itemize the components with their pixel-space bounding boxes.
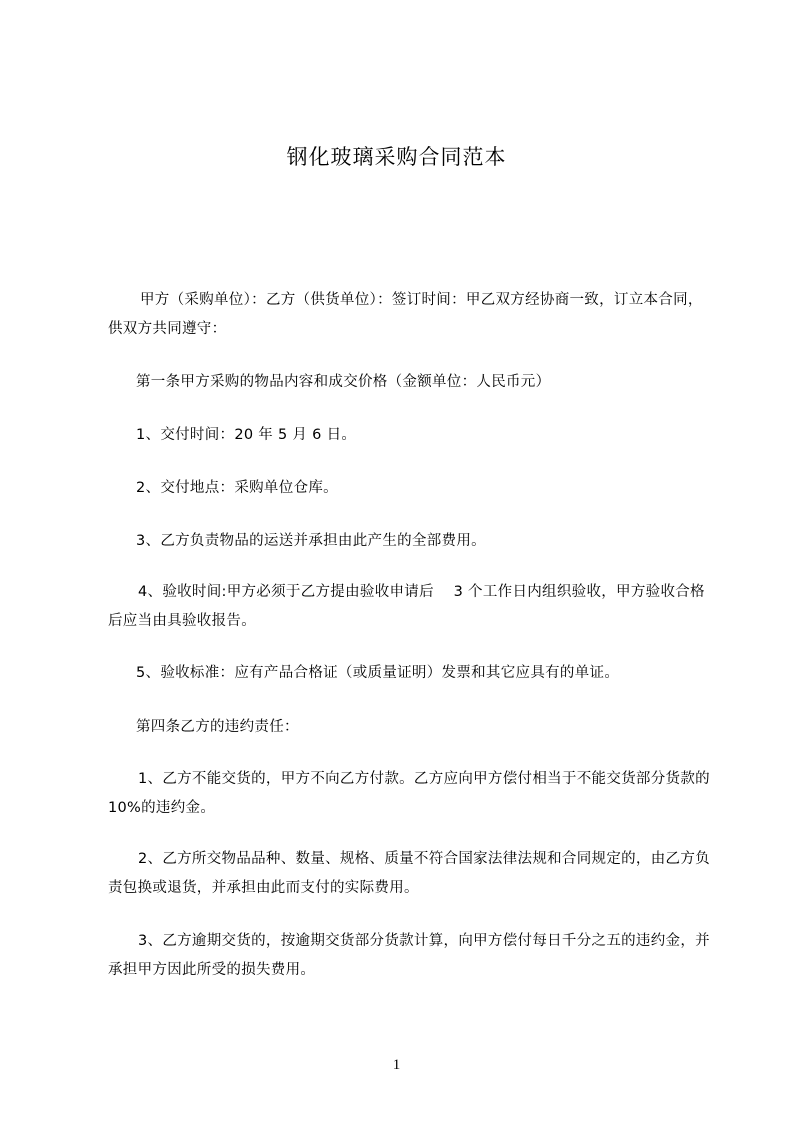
- paragraph-delivery-time: 1、交付时间：20 年 5 月 6 日。: [136, 427, 357, 443]
- document-title: 钢化玻璃采购合同范本: [286, 145, 507, 169]
- page-number: 1: [392, 1057, 401, 1073]
- paragraph-inspection-time: 4、验收时间:甲方必须于乙方提由验收申请后 3 个工作日内组织验收，甲方验收合格后应当由具验收报告。: [108, 584, 705, 629]
- paragraph-inspection-standard: 5、验收标准：应有产品合格证（或质量证明）发票和其它应具有的单证。: [136, 665, 620, 681]
- paragraph-article-1: 第一条甲方采购的物品内容和成交价格（金额单位：人民币元）: [136, 374, 551, 390]
- paragraph-delivery-place: 2、交付地点：采购单位仓库。: [136, 480, 338, 496]
- paragraph-parties: 甲方（采购单位）：乙方（供货单位）：签订时间：甲乙双方经协商一致，订立本合同，供双方共同遵守：: [108, 292, 703, 337]
- paragraph-article-4: 第四条乙方的违约责任：: [136, 719, 299, 735]
- paragraph-transport: 3、乙方负责物品的运送并承担由此产生的全部费用。: [136, 533, 486, 549]
- paragraph-liability-1: 1、乙方不能交货的，甲方不向乙方付款。乙方应向甲方偿付相当于不能交货部分货款的 10%的违约金。: [108, 771, 710, 816]
- paragraph-liability-2: 2、乙方所交物品品种、数量、规格、质量不符合国家法律法规和合同规定的，由乙方负责包换或退货，并承担由此而支付的实际费用。: [108, 851, 710, 896]
- paragraph-liability-3: 3、乙方逾期交货的，按逾期交货部分货款计算，向甲方偿付每日千分之五的违约金，并承担甲方因此所受的损失费用。: [108, 933, 710, 978]
